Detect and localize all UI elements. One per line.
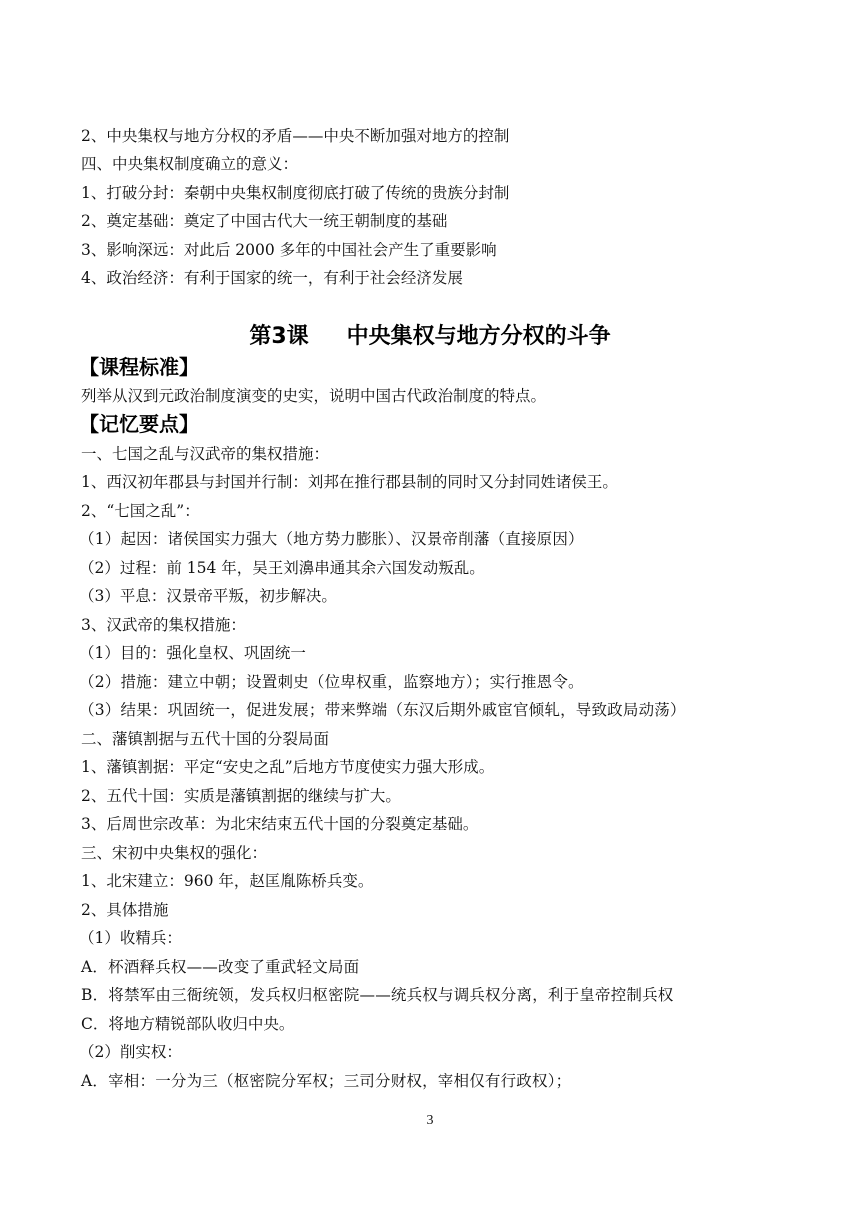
section-heading-points: 【记忆要点】	[79, 412, 199, 436]
text-line: 2、五代十国：实质是藩镇割据的继续与扩大。	[81, 787, 401, 805]
text-line: （1）收精兵：	[79, 929, 182, 947]
text-line: （3）平息：汉景帝平叛，初步解决。	[79, 587, 337, 605]
text-line: 2、中央集权与地方分权的矛盾——中央不断加强对地方的控制	[81, 127, 510, 145]
text-line: （1）起因：诸侯国实力强大（地方势力膨胀）、汉景帝削藩（直接原因）	[79, 530, 584, 548]
text-line: 3、汉武帝的集权措施：	[81, 616, 246, 634]
text-line: B．将禁军由三衙统领，发兵权归枢密院——统兵权与调兵权分离，利于皇帝控制兵权	[81, 986, 674, 1004]
lesson-name: 中央集权与地方分权的斗争	[346, 324, 611, 349]
lesson-number: 第3课	[249, 324, 309, 349]
text-line: （2）措施：建立中朝；设置刺史（位卑权重，监察地方）；实行推恩令。	[79, 673, 584, 691]
text-line: 2、“七国之乱”：	[81, 502, 200, 520]
text-line: （2）过程：前 154 年，吴王刘濞串通其余六国发动叛乱。	[79, 559, 485, 577]
text-line: 2、奠定基础：奠定了中国古代大一统王朝制度的基础	[81, 212, 448, 230]
text-line: 2、具体措施	[81, 901, 169, 919]
text-line: 四、中央集权制度确立的意义：	[81, 155, 299, 173]
text-line: 1、西汉初年郡县与封国并行制：刘邦在推行郡县制的同时又分封同姓诸侯王。	[81, 473, 618, 491]
standard-text: 列举从汉到元政治制度演变的史实，说明中国古代政治制度的特点。	[81, 387, 547, 405]
text-line: 三、宋初中央集权的强化：	[81, 844, 268, 862]
text-line: 一、七国之乱与汉武帝的集权措施：	[81, 445, 330, 463]
lesson-title	[0, 322, 860, 352]
text-line: A．宰相：一分为三（枢密院分军权；三司分财权，宰相仅有行政权）；	[81, 1072, 572, 1090]
text-line: C．将地方精锐部队收归中央。	[81, 1015, 295, 1033]
page-number: 3	[426, 1113, 434, 1128]
section-heading-standard: 【课程标准】	[79, 355, 199, 379]
text-line: 1、打破分封：秦朝中央集权制度彻底打破了传统的贵族分封制	[81, 184, 510, 202]
text-line: 1、藩镇割据：平定“安史之乱”后地方节度使实力强大形成。	[81, 758, 495, 776]
text-line: A．杯酒释兵权——改变了重武轻文局面	[81, 958, 360, 976]
text-line: 1、北宋建立：960 年，赵匡胤陈桥兵变。	[81, 872, 374, 890]
text-line: （3）结果：巩固统一，促进发展；带来弊端（东汉后期外戚宦官倾轧，导致政局动荡）	[79, 701, 686, 719]
text-line: 二、藩镇割据与五代十国的分裂局面	[81, 730, 330, 748]
text-line: 3、后周世宗改革：为北宋结束五代十国的分裂奠定基础。	[81, 815, 479, 833]
text-line: （1）目的：强化皇权、巩固统一	[79, 644, 306, 662]
text-line: 4、政治经济：有利于国家的统一，有利于社会经济发展	[81, 269, 463, 287]
text-line: （2）削实权：	[79, 1043, 182, 1061]
text-line: 3、影响深远：对此后 2000 多年的中国社会产生了重要影响	[81, 241, 497, 259]
